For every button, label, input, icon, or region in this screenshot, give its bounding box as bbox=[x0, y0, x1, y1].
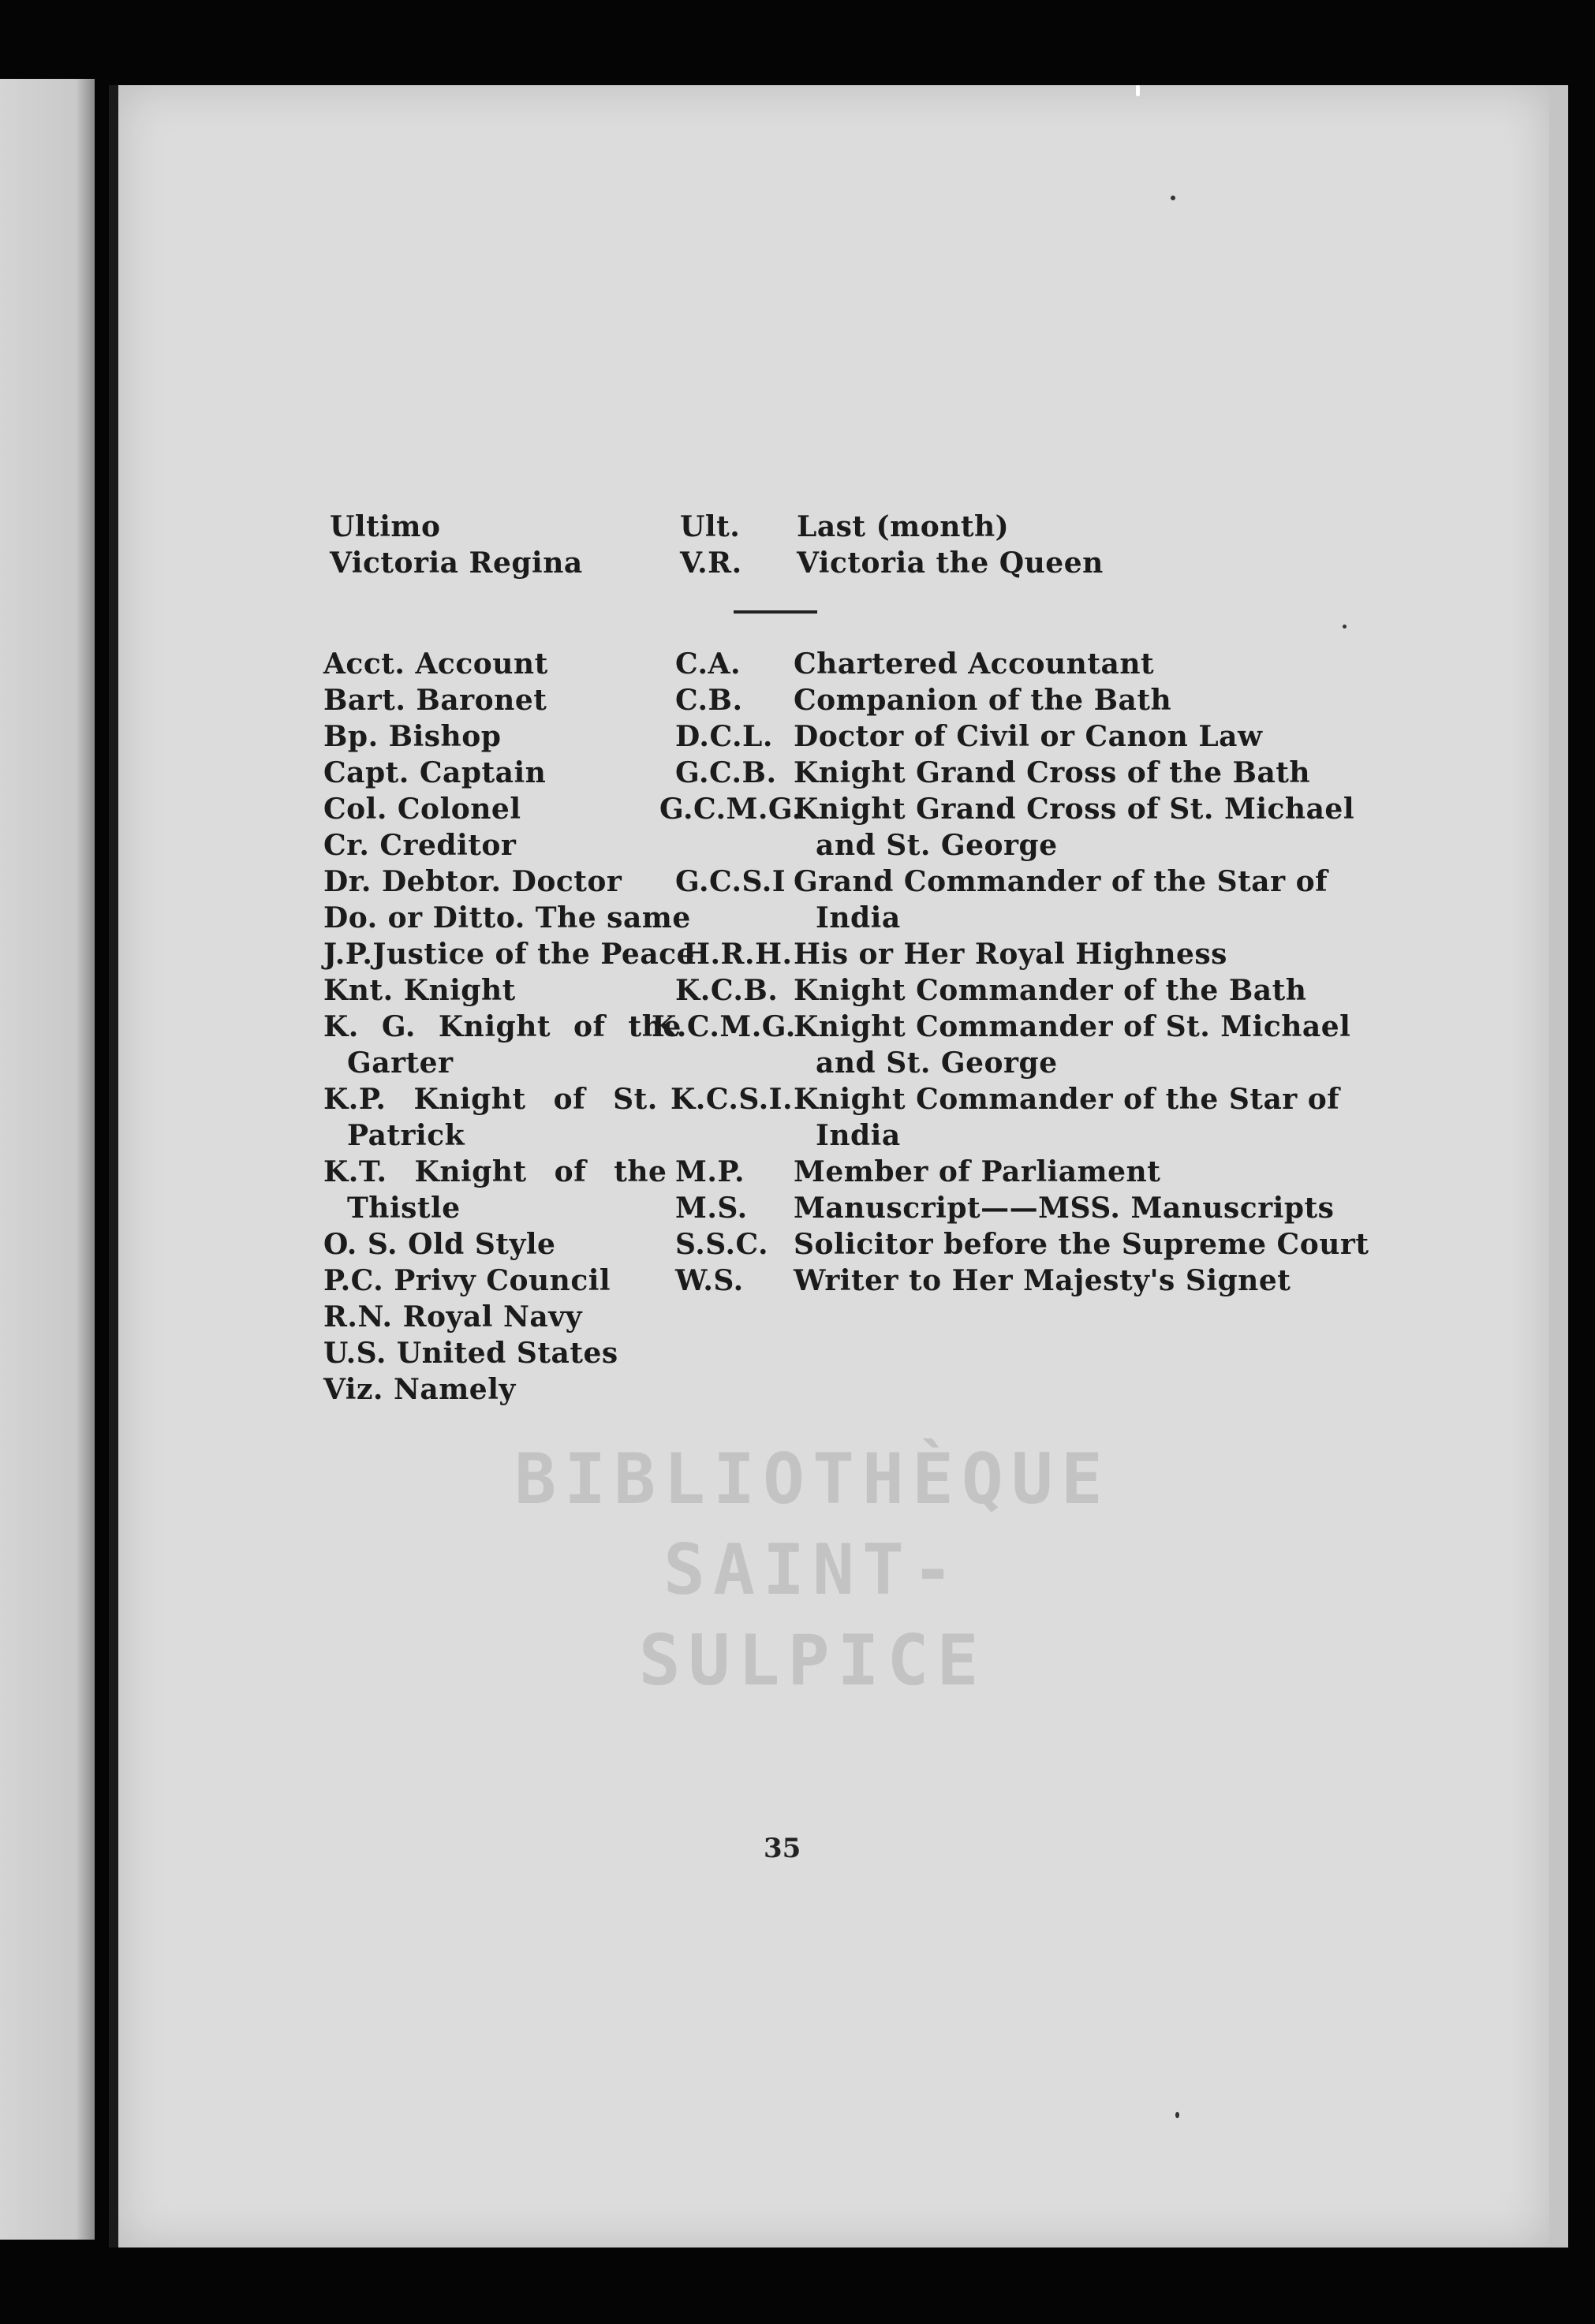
right-abbr: K.C.B. bbox=[675, 974, 779, 1007]
right-meaning-continued: and St. George bbox=[816, 829, 1058, 862]
top-term: Ultimo bbox=[330, 510, 441, 543]
left-entry-continued: Garter bbox=[347, 1046, 454, 1080]
right-meaning: Companion of the Bath bbox=[794, 684, 1172, 717]
right-abbr: M.P. bbox=[675, 1155, 745, 1188]
top-term: Victoria Regina bbox=[330, 546, 583, 580]
left-entry: Knt. Knight bbox=[323, 974, 516, 1007]
left-entry-continued: Thistle bbox=[347, 1192, 461, 1225]
right-meaning: Knight Grand Cross of the Bath bbox=[794, 756, 1311, 789]
right-meaning: Writer to Her Majesty's Signet bbox=[794, 1264, 1291, 1297]
right-meaning: Knight Commander of the Bath bbox=[794, 974, 1307, 1007]
left-entry: K. G. Knight of the bbox=[323, 1010, 682, 1043]
left-entry: Bp. Bishop bbox=[323, 720, 502, 753]
right-abbr: K.C.M.G. bbox=[652, 1010, 796, 1043]
section-divider bbox=[734, 610, 817, 614]
stamp-line-2: SAINT-SULPICE bbox=[638, 1529, 987, 1701]
left-entry: P.C. Privy Council bbox=[323, 1264, 611, 1297]
right-meaning: Chartered Accountant bbox=[794, 647, 1155, 681]
right-abbr: M.S. bbox=[675, 1192, 748, 1225]
library-stamp bbox=[505, 1434, 1120, 1701]
stamp-line-1: BIBLIOTHÈQUE bbox=[514, 1438, 1111, 1520]
top-abbr: V.R. bbox=[680, 546, 742, 580]
dust-speck bbox=[1343, 625, 1347, 629]
right-meaning: Knight Commander of the Star of bbox=[794, 1083, 1340, 1116]
right-abbr: W.S. bbox=[675, 1264, 744, 1297]
page-number: 35 bbox=[764, 1833, 801, 1864]
dust-speck bbox=[1175, 2112, 1179, 2118]
right-meaning: Knight Commander of St. Michael bbox=[794, 1010, 1351, 1043]
dust-speck bbox=[1136, 85, 1140, 96]
right-meaning-continued: India bbox=[816, 1119, 901, 1152]
top-abbr: Ult. bbox=[680, 510, 741, 543]
left-entry: Viz. Namely bbox=[323, 1373, 516, 1406]
book-page bbox=[118, 85, 1568, 2248]
page-gutter bbox=[109, 85, 118, 2248]
left-entry: K.T. Knight of the bbox=[323, 1155, 667, 1188]
previous-page-edge bbox=[0, 79, 95, 2240]
right-abbr: G.C.M.G. bbox=[659, 793, 802, 826]
dust-speck bbox=[1171, 196, 1175, 200]
right-abbr: G.C.S.I bbox=[675, 865, 786, 898]
page-content bbox=[118, 85, 1549, 2248]
right-abbr: H.R.H. bbox=[683, 938, 793, 971]
right-meaning: Knight Grand Cross of St. Michael bbox=[794, 793, 1355, 826]
left-entry: J.P.Justice of the Peace bbox=[323, 938, 695, 971]
right-meaning: Manuscript——MSS. Manuscripts bbox=[794, 1192, 1335, 1225]
left-entry: R.N. Royal Navy bbox=[323, 1300, 583, 1334]
right-abbr: S.S.C. bbox=[675, 1228, 769, 1261]
right-abbr: K.C.S.I. bbox=[670, 1083, 793, 1116]
right-abbr: C.B. bbox=[675, 684, 743, 717]
right-meaning: Grand Commander of the Star of bbox=[794, 865, 1328, 898]
right-meaning-continued: India bbox=[816, 901, 901, 934]
right-meaning: Doctor of Civil or Canon Law bbox=[794, 720, 1263, 753]
left-entry: U.S. United States bbox=[323, 1337, 618, 1370]
right-abbr: G.C.B. bbox=[675, 756, 777, 789]
right-abbr: D.C.L. bbox=[675, 720, 773, 753]
left-entry: Acct. Account bbox=[323, 647, 548, 681]
right-abbr: C.A. bbox=[675, 647, 741, 681]
left-entry: Bart. Baronet bbox=[323, 684, 547, 717]
left-entry-continued: Patrick bbox=[347, 1119, 465, 1152]
right-meaning: Solicitor before the Supreme Court bbox=[794, 1228, 1369, 1261]
left-entry: O. S. Old Style bbox=[323, 1228, 556, 1261]
right-meaning: Member of Parliament bbox=[794, 1155, 1161, 1188]
top-meaning: Victoria the Queen bbox=[797, 546, 1104, 580]
top-meaning: Last (month) bbox=[797, 510, 1010, 543]
left-entry: Col. Colonel bbox=[323, 793, 521, 826]
left-entry: K.P. Knight of St. bbox=[323, 1083, 658, 1116]
left-entry: Do. or Ditto. The same bbox=[323, 901, 691, 934]
left-entry: Capt. Captain bbox=[323, 756, 547, 789]
left-entry: Dr. Debtor. Doctor bbox=[323, 865, 622, 898]
right-meaning-continued: and St. George bbox=[816, 1046, 1058, 1080]
right-meaning: His or Her Royal Highness bbox=[794, 938, 1227, 971]
left-entry: Cr. Creditor bbox=[323, 829, 517, 862]
